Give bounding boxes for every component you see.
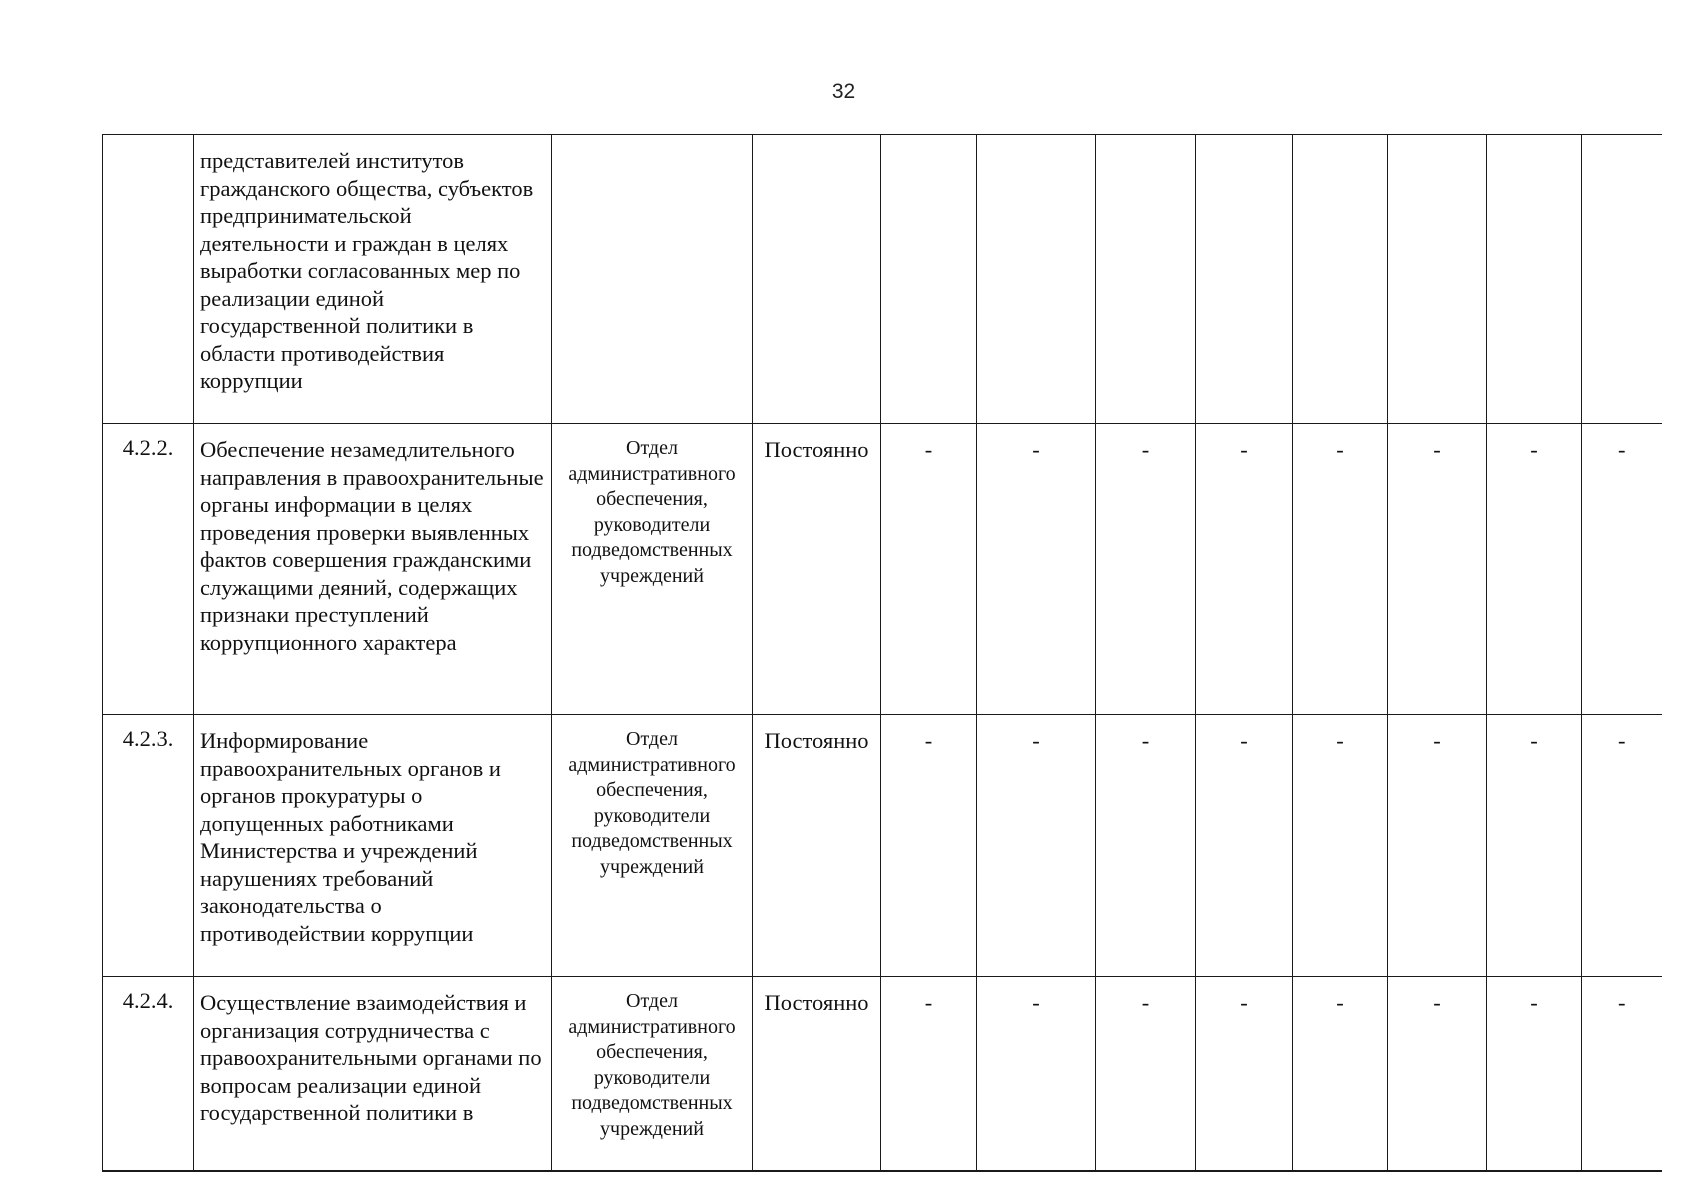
value-cell	[881, 135, 977, 424]
item-number	[103, 135, 194, 424]
responsible: Отдел административного обеспечения, руководители подведомственных учреждений	[552, 977, 753, 1172]
value-cell: -	[881, 424, 977, 715]
measure-name: Обеспечение незамедлительного направления в правоохранительные органы информации в целях проведения проверки выявленных фактов совершения гражданскими служащими деяний, содержащих признаки преступлений коррупционного характера	[194, 424, 552, 715]
value-cell: -	[977, 715, 1096, 977]
value-cell: -	[977, 977, 1096, 1172]
value-cell: -	[1582, 977, 1662, 1172]
value-cell: -	[881, 977, 977, 1172]
value-cell	[977, 135, 1096, 424]
responsible	[552, 135, 753, 424]
table-row	[103, 135, 1662, 424]
value-cell: -	[1487, 977, 1582, 1172]
value-cell: -	[1388, 715, 1487, 977]
value-cell: -	[1096, 977, 1196, 1172]
value-cell	[1388, 135, 1487, 424]
value-cell: -	[1293, 715, 1388, 977]
item-number: 4.2.2.	[103, 424, 194, 715]
value-cell: -	[1196, 715, 1293, 977]
measure-name: Информирование правоохранительных органов и органов прокуратуры о допущенных работниками Министерства и учреждений нарушениях требований законодательства о противодействии коррупции	[194, 715, 552, 977]
value-cell: -	[1487, 424, 1582, 715]
value-cell: -	[1388, 424, 1487, 715]
term: Постоянно	[753, 715, 881, 977]
value-cell	[1196, 135, 1293, 424]
responsible: Отдел административного обеспечения, руководители подведомственных учреждений	[552, 715, 753, 977]
responsible: Отдел административного обеспечения, руководители подведомственных учреждений	[552, 424, 753, 715]
value-cell: -	[1196, 977, 1293, 1172]
value-cell	[1487, 135, 1582, 424]
value-cell: -	[1388, 977, 1487, 1172]
value-cell	[1293, 135, 1388, 424]
term	[753, 135, 881, 424]
item-number: 4.2.3.	[103, 715, 194, 977]
table-row	[103, 715, 1662, 977]
value-cell: -	[1196, 424, 1293, 715]
value-cell: -	[1096, 424, 1196, 715]
term: Постоянно	[753, 424, 881, 715]
value-cell: -	[977, 424, 1096, 715]
value-cell: -	[1096, 715, 1196, 977]
value-cell	[1582, 135, 1662, 424]
term: Постоянно	[753, 977, 881, 1172]
value-cell: -	[1293, 977, 1388, 1172]
value-cell	[1096, 135, 1196, 424]
value-cell: -	[881, 715, 977, 977]
table-row	[103, 424, 1662, 715]
page-number: 32	[831, 80, 856, 103]
table-row	[103, 977, 1662, 1172]
value-cell: -	[1582, 424, 1662, 715]
measure-name: представителей институтов гражданского общества, субъектов предпринимательской деятельности и граждан в целях выработки согласованных мер по реализации единой государственной политики в области противодействия коррупции	[194, 135, 552, 424]
value-cell: -	[1293, 424, 1388, 715]
value-cell: -	[1487, 715, 1582, 977]
item-number: 4.2.4.	[103, 977, 194, 1172]
plan-table	[102, 134, 1662, 1172]
value-cell: -	[1582, 715, 1662, 977]
measure-name: Осуществление взаимодействия и организация сотрудничества с правоохранительными органами по вопросам реализации единой государственной политики в	[194, 977, 552, 1172]
